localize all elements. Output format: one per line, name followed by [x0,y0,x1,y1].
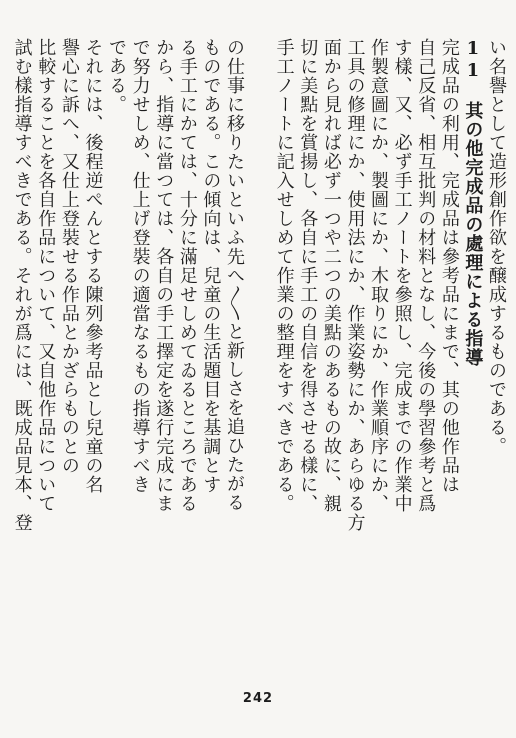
text-line: 比較することを各自作品について、又自他作品について [35,38,57,513]
text-line: 工具の修理にか、使用法にか、作業姿勢にか、あらゆる方 [344,38,366,532]
section-heading-11: 11 其の他完成品の處理による指導 [462,38,484,367]
text-line: それには、後程逆ぺんとする陳列參考品とし兒童の名 [82,38,104,494]
text-line: 自己反省、相互批判の材料となし、今後の學習參考と爲 [415,38,437,513]
text-line: 試む樣指導すべきである。それが爲には、既成品見本、登 [11,38,33,532]
text-line: で努力せしめ、仕上げ登裝の適當なるもの指導すべき [129,38,151,494]
page-number: 242 [242,691,274,706]
text-line: 作製意圖にか、製圖にか、木取りにか、作業順序にか、 [368,38,390,513]
right-text-column [273,38,508,678]
text-line: 譽心に訴へ、又仕上登裝せる作品とかざらものとの [58,38,80,475]
text-line: から、指導に當つては、各自の手工擇定を遂行完成にま [153,38,175,513]
text-line: 面から見れば必ず一つや二つの美點のあるもの故に、親 [320,38,342,513]
text-line: 完成品の利用、完成品は參考品にまで、其の他作品は [438,38,460,494]
text-line: す樣、又、必ず手工ノートを參照し、完成までの作業中 [391,38,413,513]
text-line: い名譽として造形創作欲を醸成するものである。 [486,38,507,456]
text-line: 手工ノートに記入せしめて作業の整理をすべきである。 [273,38,295,513]
text-line: ものである。この傾向は、兒童の生活題目を基調とす [200,38,222,494]
text-line: の仕事に移りたいといふ先へ〳〵と新しさを追ひたがる [224,38,245,512]
left-text-column [11,38,246,678]
text-line: る手工にかては、十分に滿足せしめてゐるところである [176,38,198,513]
text-line: 切に美點を賞揚し、各自に手工の自信を得させる樣に、 [297,38,319,513]
text-line: である。 [106,38,128,114]
